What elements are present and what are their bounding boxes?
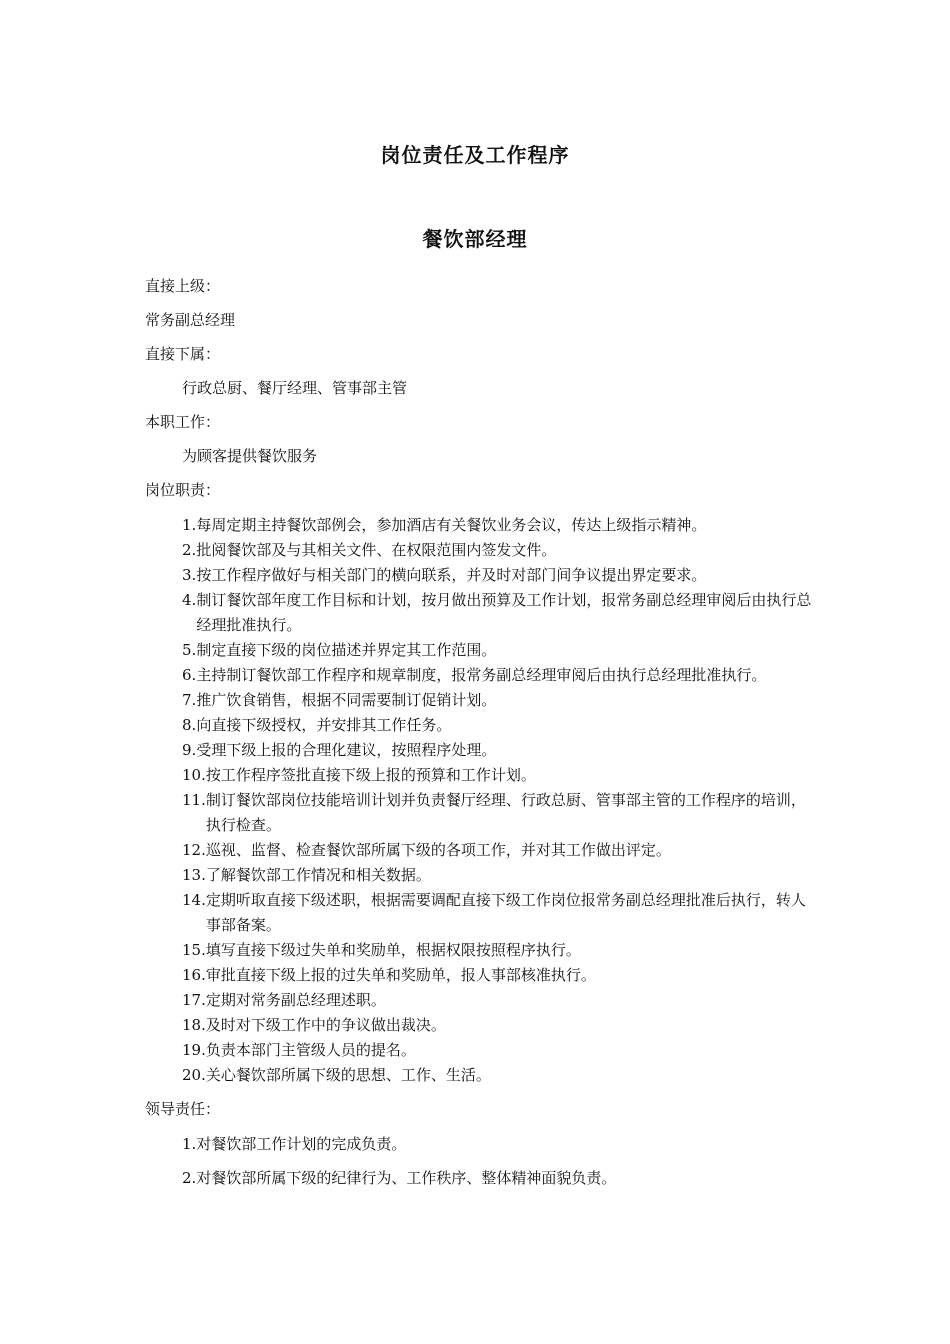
list-item: 13. 了解餐饮部工作情况和相关数据。: [182, 866, 431, 884]
list-item: 20. 关心餐饮部所属下级的思想、工作、生活。: [182, 1066, 491, 1084]
list-item: 5. 制定直接下级的岗位描述并界定其工作范围。: [182, 641, 497, 659]
list-item: 14. 定期听取直接下级述职，根据需要调配直接下级工作岗位报常务副总经理批准后执行，转人事部备案。: [182, 891, 806, 934]
list-item: 1. 对餐饮部工作计划的完成负责。: [182, 1135, 407, 1153]
position-title: 餐饮部经理: [422, 227, 528, 251]
direct-superior-label: 直接上级：: [145, 277, 221, 295]
job-label: 本职工作：: [145, 413, 221, 431]
list-item: 2. 批阅餐饮部及与其相关文件、在权限范围内签发文件。: [182, 541, 557, 559]
list-item: 18. 及时对下级工作中的争议做出裁决。: [182, 1016, 446, 1034]
list-item: 1. 每周定期主持餐饮部例会，参加酒店有关餐饮业务会议，传达上级指示精神。: [182, 516, 707, 534]
list-item: 15. 填写直接下级过失单和奖励单，根据权限按照程序执行。: [182, 941, 581, 959]
list-item: 4. 制订餐饮部年度工作目标和计划，按月做出预算及工作计划，报常务副总经理审阅后由执行总经理批准执行。: [182, 591, 812, 634]
direct-superior-value: 常务副总经理: [145, 311, 236, 329]
direct-subordinates-value: 行政总厨、餐厅经理、管事部主管: [182, 379, 408, 397]
list-item: 17. 定期对常务副总经理述职。: [182, 991, 386, 1009]
list-item: 11. 制订餐饮部岗位技能培训计划并负责餐厅经理、行政总厨、管事部主管的工作程序的培训，执行检查。: [182, 791, 806, 834]
duties-list: [145, 513, 812, 1088]
job-value: 为顾客提供餐饮服务: [182, 447, 318, 465]
list-item: 3. 按工作程序做好与相关部门的横向联系，并及时对部门间争议提出界定要求。: [182, 566, 707, 584]
list-item: 7. 推广饮食销售，根据不同需要制订促销计划。: [182, 691, 497, 709]
duties-label: 岗位职责：: [145, 481, 221, 499]
document-title: 岗位责任及工作程序: [380, 143, 570, 167]
leadership-list: [145, 1132, 815, 1191]
list-item: 16. 审批直接下级上报的过失单和奖励单，报人事部核准执行。: [182, 966, 596, 984]
direct-subordinates-label: 直接下属：: [145, 345, 221, 363]
list-item: 19. 负责本部门主管级人员的提名。: [182, 1041, 416, 1059]
list-item: 12. 巡视、监督、检查餐饮部所属下级的各项工作，并对其工作做出评定。: [182, 841, 671, 859]
list-item: 6. 主持制订餐饮部工作程序和规章制度，报常务副总经理审阅后由执行总经理批准执行。: [182, 666, 767, 684]
list-item: 10. 按工作程序签批直接下级上报的预算和工作计划。: [182, 766, 536, 784]
leadership-label: 领导责任：: [145, 1100, 221, 1118]
spacer: [145, 1088, 815, 1098]
document-body: [145, 275, 815, 1200]
list-item: 2. 对餐饮部所属下级的纪律行为、工作秩序、整体精神面貌负责。: [182, 1169, 617, 1187]
list-item: 8. 向直接下级授权，并安排其工作任务。: [182, 716, 452, 734]
list-item: 9. 受理下级上报的合理化建议，按照程序处理。: [182, 741, 497, 759]
